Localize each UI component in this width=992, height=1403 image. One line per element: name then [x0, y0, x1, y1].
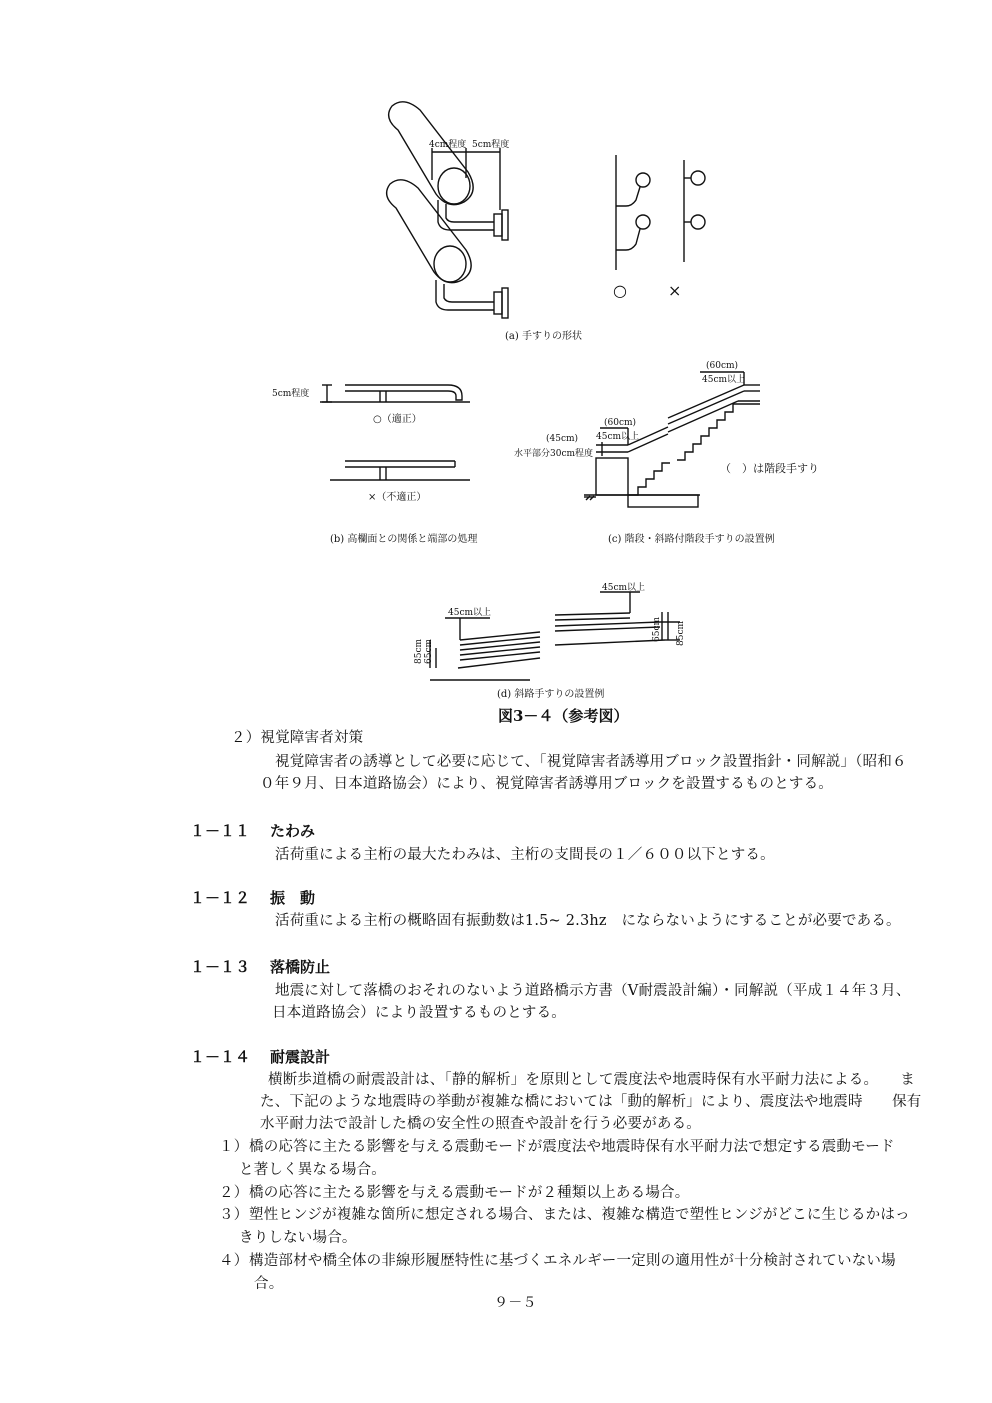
- height-65cm-left: 65cm: [424, 638, 434, 664]
- section-1-12-line1: 活荷重による主桁の概略固有振動数は1.5~ 2.3hz にならないようにすることが必要である。: [275, 913, 901, 929]
- item-2-line1: 橋の応答に主たる影響を与える震動モードが２種類以上ある場合。: [249, 1185, 690, 1201]
- item-4-line2: 合。: [254, 1276, 284, 1292]
- lower-45cm-label: 45cm以上: [596, 432, 640, 442]
- dim-5cm-b-label: 5cm程度: [272, 389, 310, 399]
- figure-c-caption: (c) 階段・斜路付階段手すりの設置例: [608, 534, 775, 545]
- section-1-14-line3: 水平耐力法で設計した橋の安全性の照査や設計を行う必要がある。: [260, 1116, 701, 1132]
- figure-title: 図3－４（参考図）: [498, 707, 629, 725]
- section-1-11-number: １－１１: [190, 822, 251, 840]
- section-1-12-title: 振 動: [270, 889, 316, 907]
- section-1-11-title: たわみ: [270, 822, 316, 840]
- good-label: ○（適正）: [373, 414, 422, 425]
- section-1-13-number: １－１３: [190, 958, 251, 976]
- section-1-11-line1: 活荷重による主桁の最大たわみは、主桁の支間長の１／６００以下とする。: [275, 847, 775, 863]
- horizontal-30cm-label: 水平部分30cm程度: [514, 449, 594, 459]
- section-1-13-title: 落橋防止: [270, 958, 331, 976]
- height-85cm-right: 85cm: [676, 620, 686, 646]
- bad-mark: ×: [668, 281, 682, 300]
- figure-d-caption: (d) 斜路手すりの設置例: [497, 689, 605, 700]
- section-1-14-number: １－１４: [190, 1048, 251, 1066]
- sec2-heading: ２）視覚障害者対策: [231, 730, 364, 746]
- figure-a-caption: (a) 手すりの形状: [505, 331, 582, 342]
- item-1-number: １）: [219, 1139, 249, 1155]
- section-1-12-number: １－１２: [190, 889, 251, 907]
- good-mark: ○: [613, 281, 627, 300]
- left-45cm-label: (45cm): [546, 434, 579, 444]
- height-65cm-right: 65cm: [652, 616, 662, 642]
- stair-handrail-note: （ ）は階段手すり: [720, 462, 819, 475]
- section-1-14-title: 耐震設計: [270, 1048, 331, 1066]
- item-4-number: ４）: [219, 1253, 249, 1269]
- dim-5cm-label: 5cm程度: [472, 140, 510, 150]
- upper-60cm-label: (60cm): [706, 361, 739, 371]
- sec2-line2: ０年９月、日本道路協会）により、視覚障害者誘導用ブロックを設置するものとする。: [260, 776, 834, 792]
- item-3-number: ３）: [219, 1207, 249, 1223]
- item-3-line2: きりしない場合。: [239, 1230, 357, 1246]
- height-85cm-left: 85cm: [414, 638, 424, 664]
- right-45cm-d-label: 45cm以上: [602, 583, 646, 593]
- section-1-14-line2: た、下記のような地震時の挙動が複雑な橋においては「動的解析」により、震度法や地震時 保有: [260, 1094, 922, 1110]
- dim-4cm-label: 4cm程度: [429, 140, 467, 150]
- item-1-line1: 橋の応答に主たる影響を与える震動モードが震度法や地震時保有水平耐力法で想定する震動モード: [249, 1139, 895, 1155]
- section-1-13-line1: 地震に対して落橋のおそれのないよう道路橋示方書（Ⅴ耐震設計編）・同解説（平成１４年３月、: [275, 983, 911, 999]
- left-45cm-d-label: 45cm以上: [448, 608, 492, 618]
- bad-label: ×（不適正）: [368, 492, 427, 503]
- section-1-13-line2: 日本道路協会）により設置するものとする。: [272, 1005, 566, 1021]
- item-3-line1: 塑性ヒンジが複雑な箇所に想定される場合、または、複雑な構造で塑性ヒンジがどこに生じるかはっ: [249, 1207, 910, 1223]
- upper-45cm-label: 45cm以上: [702, 375, 746, 385]
- item-4-line1: 構造部材や橋全体の非線形履歴特性に基づくエネルギー一定則の適用性が十分検討されていない場: [249, 1253, 896, 1269]
- sec2-line1: 視覚障害者の誘導として必要に応じて、「視覚障害者誘導用ブロック設置指針・同解説」（昭和６: [275, 754, 907, 770]
- section-1-14-line1: 横断歩道橋の耐震設計は、「静的解析」を原則として震度法や地震時保有水平耐力法による。 ま: [268, 1072, 915, 1088]
- item-2-number: ２）: [219, 1185, 249, 1201]
- item-1-line2: と著しく異なる場合。: [239, 1162, 386, 1178]
- page-number: ９－５: [494, 1295, 537, 1311]
- lower-60cm-label: (60cm): [604, 418, 637, 428]
- figure-b-caption: (b) 高欄面との関係と端部の処理: [330, 534, 478, 545]
